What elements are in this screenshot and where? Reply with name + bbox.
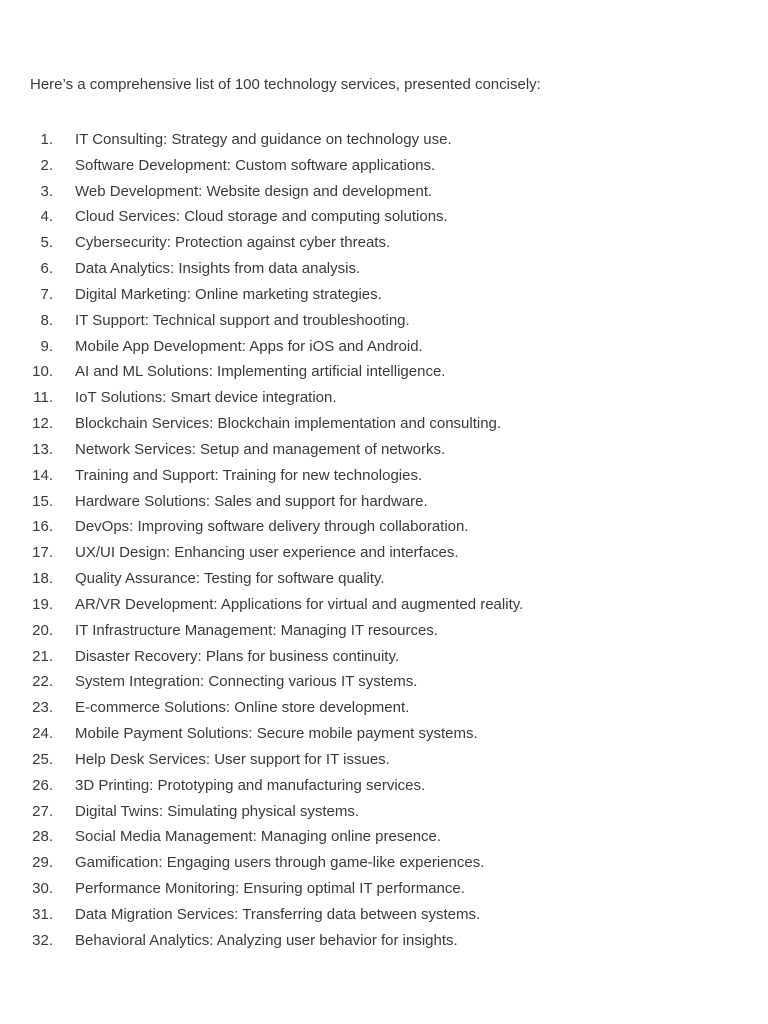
list-item-text: 3D Printing: Prototyping and manufacturing services. <box>75 776 426 794</box>
list-item <box>30 850 738 876</box>
list-item-text: Cybersecurity: Protection against cyber threats. <box>75 234 391 252</box>
list-item <box>30 695 738 721</box>
list-item-number: 7. <box>40 285 53 303</box>
list-item-text: System Integration: Connecting various IT systems. <box>75 673 418 691</box>
list-item-text: Help Desk Services: User support for IT issues. <box>75 750 390 768</box>
list-item <box>30 463 738 489</box>
list-item-text: AI and ML Solutions: Implementing artificial intelligence. <box>75 363 446 381</box>
list-item-number: 24. <box>32 725 53 743</box>
list-item-number: 6. <box>40 260 53 278</box>
list-item-number: 29. <box>32 854 53 872</box>
list-item-text: Blockchain Services: Blockchain implementation and consulting. <box>75 415 502 433</box>
list-item-text: Digital Marketing: Online marketing strategies. <box>75 285 382 303</box>
list-item <box>30 540 738 566</box>
list-item-number: 2. <box>40 156 53 174</box>
list-item <box>30 179 738 205</box>
list-item <box>30 824 738 850</box>
list-item-number: 19. <box>32 595 53 613</box>
list-item-number: 1. <box>40 131 53 148</box>
list-item <box>30 127 738 153</box>
list-item-text: UX/UI Design: Enhancing user experience and interfaces. <box>75 544 459 562</box>
list-item-text: Social Media Management: Managing online presence. <box>75 828 442 846</box>
list-item <box>30 230 738 256</box>
list-item-number: 15. <box>32 492 53 510</box>
list-item <box>30 566 738 592</box>
list-item-text: Digital Twins: Simulating physical systems. <box>75 802 359 820</box>
list-item-text: Data Migration Services: Transferring data between systems. <box>75 905 481 923</box>
list-item-number: 8. <box>40 311 53 329</box>
list-item <box>30 644 738 670</box>
list-item-text: Gamification: Engaging users through game-like experiences. <box>75 854 485 872</box>
list-item <box>30 902 738 928</box>
list-item <box>30 359 738 385</box>
list-item-number: 31. <box>32 905 53 923</box>
list-item-number: 9. <box>40 337 53 355</box>
list-item-text: Hardware Solutions: Sales and support for hardware. <box>75 492 428 510</box>
list-item <box>30 204 738 230</box>
list-item <box>30 669 738 695</box>
list-item-number: 16. <box>32 518 53 536</box>
list-item <box>30 618 738 644</box>
list-item <box>30 334 738 360</box>
list-item-number: 14. <box>32 466 53 484</box>
list-item-number: 30. <box>32 880 53 898</box>
list-item-text: IoT Solutions: Smart device integration. <box>75 389 337 407</box>
list-item-text: Mobile Payment Solutions: Secure mobile payment systems. <box>75 725 478 743</box>
list-item-text: Mobile App Development: Apps for iOS and Android. <box>75 337 423 355</box>
list-item-text: Network Services: Setup and management of networks. <box>75 440 446 458</box>
list-item-number: 20. <box>32 621 53 639</box>
list-item-number: 32. <box>32 931 53 949</box>
list-item-number: 5. <box>40 234 53 252</box>
list-item <box>30 928 738 954</box>
list-item-number: 21. <box>32 647 53 665</box>
list-item <box>30 721 738 747</box>
services-list <box>30 127 738 954</box>
list-item <box>30 514 738 540</box>
list-item-text: IT Consulting: Strategy and guidance on technology use. <box>75 131 452 148</box>
list-item <box>30 411 738 437</box>
list-item-number: 12. <box>32 415 53 433</box>
list-item <box>30 282 738 308</box>
list-item <box>30 773 738 799</box>
list-item-number: 3. <box>40 182 53 200</box>
list-item-number: 11. <box>33 389 53 407</box>
list-item <box>30 153 738 179</box>
list-item-text: Performance Monitoring: Ensuring optimal IT performance. <box>75 880 465 898</box>
list-item <box>30 876 738 902</box>
list-item <box>30 489 738 515</box>
list-item-number: 27. <box>32 802 53 820</box>
list-item-number: 10. <box>32 363 53 381</box>
list-item-number: 4. <box>40 208 53 226</box>
list-item-number: 17. <box>32 544 53 562</box>
list-item <box>30 747 738 773</box>
list-item <box>30 308 738 334</box>
list-item-text: IT Infrastructure Management: Managing IT resources. <box>75 621 438 639</box>
list-item-text: Behavioral Analytics: Analyzing user behavior for insights. <box>75 931 458 949</box>
list-item <box>30 799 738 825</box>
list-item-number: 13. <box>32 440 53 458</box>
list-item-text: Data Analytics: Insights from data analysis. <box>75 260 361 278</box>
list-item-text: Cloud Services: Cloud storage and computing solutions. <box>75 208 448 226</box>
list-item <box>30 592 738 618</box>
list-item-number: 22. <box>32 673 53 691</box>
list-item <box>30 385 738 411</box>
list-item-text: AR/VR Development: Applications for virtual and augmented reality. <box>75 595 524 613</box>
list-item-text: Web Development: Website design and development. <box>75 182 433 200</box>
list-item-number: 23. <box>32 699 53 717</box>
list-item-number: 25. <box>32 750 53 768</box>
list-item-text: Software Development: Custom software applications. <box>75 156 436 174</box>
intro-text: Here’s a comprehensive list of 100 technology services, presented concisely: <box>30 76 541 93</box>
list-item-number: 26. <box>32 776 53 794</box>
list-item <box>30 437 738 463</box>
list-item-number: 18. <box>32 570 53 588</box>
list-item-text: Quality Assurance: Testing for software quality. <box>75 570 385 588</box>
list-item-text: E-commerce Solutions: Online store development. <box>75 699 410 717</box>
list-item <box>30 256 738 282</box>
list-item-number: 28. <box>32 828 53 846</box>
list-item-text: Disaster Recovery: Plans for business continuity. <box>75 647 400 665</box>
list-item-text: DevOps: Improving software delivery through collaboration. <box>75 518 469 536</box>
list-item-text: IT Support: Technical support and troubleshooting. <box>75 311 410 329</box>
list-item-text: Training and Support: Training for new technologies. <box>75 466 423 484</box>
